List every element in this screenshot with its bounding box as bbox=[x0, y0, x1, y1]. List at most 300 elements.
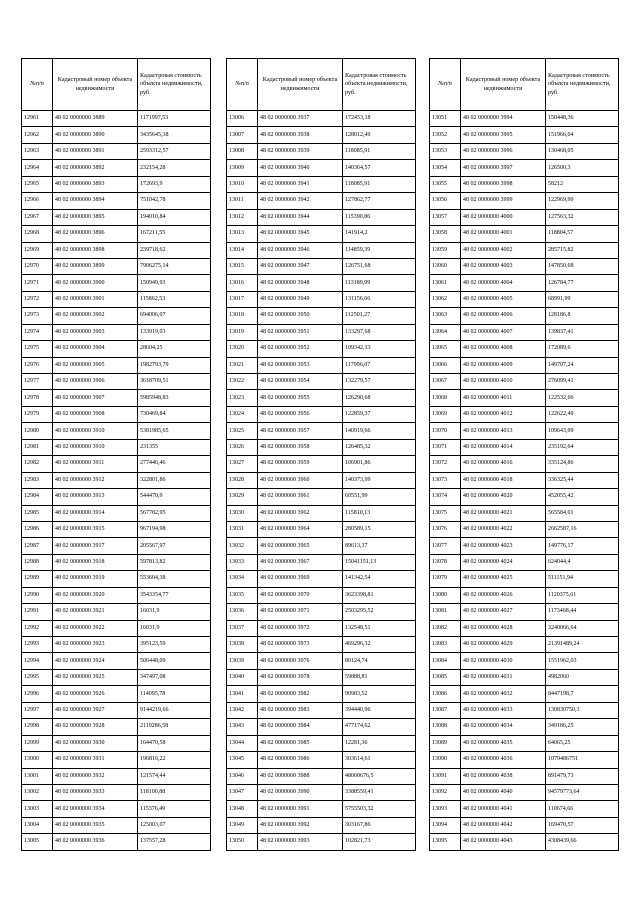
row-number: 13051 bbox=[430, 111, 461, 127]
cadastral-number: 48 02 0000000 4022 bbox=[461, 521, 546, 537]
row-number: 12981 bbox=[22, 439, 53, 455]
cadastral-cost: 167211,55 bbox=[138, 226, 211, 242]
row-number: 12994 bbox=[22, 653, 53, 669]
row-number: 13056 bbox=[430, 193, 461, 209]
table-row bbox=[227, 291, 416, 307]
cadastral-number: 48 02 0000000 3942 bbox=[258, 193, 343, 209]
cadastral-cost: 121574,44 bbox=[138, 768, 211, 784]
row-number: 12967 bbox=[22, 209, 53, 225]
cadastral-number: 48 02 0000000 3993 bbox=[258, 834, 343, 850]
row-number: 13037 bbox=[227, 620, 258, 636]
cadastral-number: 48 02 0000000 4040 bbox=[461, 784, 546, 800]
row-number: 13057 bbox=[430, 209, 461, 225]
table-row bbox=[430, 604, 619, 620]
cadastral-number: 48 02 0000000 3905 bbox=[53, 357, 138, 373]
table-row bbox=[22, 538, 211, 554]
cadastral-number: 48 02 0000000 3936 bbox=[53, 834, 138, 850]
cadastral-cost: 59888,81 bbox=[343, 669, 416, 685]
row-number: 13032 bbox=[227, 538, 258, 554]
cadastral-cost: 28604,25 bbox=[138, 341, 211, 357]
cadastral-cost: 89613,37 bbox=[343, 538, 416, 554]
cadastral-number: 48 02 0000000 3932 bbox=[53, 768, 138, 784]
cadastral-cost: 15041151,13 bbox=[343, 554, 416, 570]
row-number: 12998 bbox=[22, 719, 53, 735]
cadastral-cost: 205567,97 bbox=[138, 538, 211, 554]
cadastral-number: 48 02 0000000 4041 bbox=[461, 801, 546, 817]
table-row bbox=[430, 637, 619, 653]
table-row bbox=[227, 176, 416, 192]
cadastral-number: 48 02 0000000 3976 bbox=[258, 653, 343, 669]
cadastral-cost: 131156,66 bbox=[343, 291, 416, 307]
cadastral-cost: 511151,94 bbox=[546, 571, 619, 587]
cadastral-cost: 196816,22 bbox=[138, 752, 211, 768]
row-number: 13002 bbox=[22, 784, 53, 800]
header-cadastral-cost: Кадастровая стоимость объекта недвижимости, руб. bbox=[138, 59, 211, 111]
row-number: 12964 bbox=[22, 160, 53, 176]
table-row bbox=[227, 127, 416, 143]
cadastral-number: 48 02 0000000 3957 bbox=[258, 423, 343, 439]
cadastral-number: 48 02 0000000 3890 bbox=[53, 127, 138, 143]
table-row bbox=[227, 669, 416, 685]
cadastral-number: 48 02 0000000 3965 bbox=[258, 538, 343, 554]
cadastral-cost: 967194,98 bbox=[138, 521, 211, 537]
cadastral-cost: 126784,77 bbox=[546, 275, 619, 291]
row-number: 13011 bbox=[227, 193, 258, 209]
table-row bbox=[430, 193, 619, 209]
row-number: 13000 bbox=[22, 752, 53, 768]
row-number: 12986 bbox=[22, 521, 53, 537]
row-number: 13072 bbox=[430, 456, 461, 472]
table-row bbox=[227, 554, 416, 570]
cadastral-cost: 553604,38 bbox=[138, 571, 211, 587]
row-number: 12969 bbox=[22, 242, 53, 258]
cadastral-cost: 150949,93 bbox=[138, 275, 211, 291]
cadastral-cost: 112501,27 bbox=[343, 308, 416, 324]
row-number: 13086 bbox=[430, 686, 461, 702]
table-row bbox=[430, 308, 619, 324]
row-number: 13049 bbox=[227, 817, 258, 833]
cadastral-cost: 3388559,41 bbox=[343, 784, 416, 800]
table-row bbox=[430, 719, 619, 735]
row-number: 12980 bbox=[22, 423, 53, 439]
table-row bbox=[22, 111, 211, 127]
row-number: 12990 bbox=[22, 587, 53, 603]
row-number: 12961 bbox=[22, 111, 53, 127]
cadastral-cost: 113189,99 bbox=[343, 275, 416, 291]
row-number: 13005 bbox=[22, 834, 53, 850]
row-number: 12975 bbox=[22, 341, 53, 357]
table-row bbox=[227, 324, 416, 340]
table-row bbox=[22, 406, 211, 422]
table-row bbox=[430, 209, 619, 225]
cadastral-number: 48 02 0000000 4003 bbox=[461, 258, 546, 274]
row-number: 13081 bbox=[430, 604, 461, 620]
cadastral-cost: 3618709,51 bbox=[138, 374, 211, 390]
cadastral-number: 48 02 0000000 3925 bbox=[53, 669, 138, 685]
row-number: 13064 bbox=[430, 324, 461, 340]
cadastral-cost: 140919,66 bbox=[343, 423, 416, 439]
row-number: 13029 bbox=[227, 489, 258, 505]
table-row bbox=[22, 390, 211, 406]
row-number: 13068 bbox=[430, 390, 461, 406]
table-row bbox=[227, 686, 416, 702]
cadastral-number: 48 02 0000000 3899 bbox=[53, 258, 138, 274]
cadastral-number: 48 02 0000000 3949 bbox=[258, 291, 343, 307]
table-row bbox=[22, 817, 211, 833]
table-row bbox=[430, 571, 619, 587]
cadastral-cost: 151966,04 bbox=[546, 127, 619, 143]
row-number: 13055 bbox=[430, 176, 461, 192]
row-number: 13060 bbox=[430, 258, 461, 274]
table-row bbox=[227, 538, 416, 554]
cadastral-cost: 349186,25 bbox=[546, 719, 619, 735]
row-number: 13010 bbox=[227, 176, 258, 192]
row-number: 13023 bbox=[227, 390, 258, 406]
cadastral-number: 48 02 0000000 3891 bbox=[53, 143, 138, 159]
cadastral-cost: 2119286,58 bbox=[138, 719, 211, 735]
row-number: 13063 bbox=[430, 308, 461, 324]
table-row bbox=[22, 505, 211, 521]
row-number: 13039 bbox=[227, 653, 258, 669]
table-row bbox=[22, 456, 211, 472]
cadastral-number: 48 02 0000000 3971 bbox=[258, 604, 343, 620]
cadastral-number: 48 02 0000000 3930 bbox=[53, 735, 138, 751]
cadastral-number: 48 02 0000000 4002 bbox=[461, 242, 546, 258]
row-number: 13017 bbox=[227, 291, 258, 307]
row-number: 13053 bbox=[430, 143, 461, 159]
cadastral-cost: 128012,49 bbox=[343, 127, 416, 143]
table-row bbox=[430, 423, 619, 439]
row-number: 12978 bbox=[22, 390, 53, 406]
cadastral-cost: 21391489,24 bbox=[546, 637, 619, 653]
cadastral-number: 48 02 0000000 3904 bbox=[53, 341, 138, 357]
row-number: 13030 bbox=[227, 505, 258, 521]
cadastral-cost: 1079486751 bbox=[546, 752, 619, 768]
row-number: 12987 bbox=[22, 538, 53, 554]
table-row bbox=[430, 357, 619, 373]
cadastral-number: 48 02 0000000 3998 bbox=[461, 176, 546, 192]
cadastral-cost: 133297,68 bbox=[343, 324, 416, 340]
cadastral-cost: 347497,08 bbox=[138, 669, 211, 685]
table-row bbox=[22, 637, 211, 653]
table-row bbox=[22, 143, 211, 159]
cadastral-cost: 303614,61 bbox=[343, 752, 416, 768]
cadastral-number: 48 02 0000000 3919 bbox=[53, 571, 138, 587]
cadastral-cost: 1120375,61 bbox=[546, 587, 619, 603]
table-row bbox=[22, 489, 211, 505]
cadastral-cost: 106901,86 bbox=[343, 456, 416, 472]
cadastral-number: 48 02 0000000 4043 bbox=[461, 834, 546, 850]
row-number: 13006 bbox=[227, 111, 258, 127]
row-number: 13078 bbox=[430, 554, 461, 570]
table-row bbox=[430, 817, 619, 833]
header-num: №п/п bbox=[227, 59, 258, 111]
table-row bbox=[430, 341, 619, 357]
cadastral-number: 48 02 0000000 3931 bbox=[53, 752, 138, 768]
table-row bbox=[430, 242, 619, 258]
row-number: 13091 bbox=[430, 768, 461, 784]
row-number: 13044 bbox=[227, 735, 258, 751]
cadastral-cost: 102821,73 bbox=[343, 834, 416, 850]
table-row bbox=[227, 226, 416, 242]
table-row bbox=[430, 111, 619, 127]
cadastral-number: 48 02 0000000 4005 bbox=[461, 291, 546, 307]
table-row bbox=[227, 193, 416, 209]
row-number: 13041 bbox=[227, 686, 258, 702]
cadastral-cost: 58212 bbox=[546, 176, 619, 192]
cadastral-number: 48 02 0000000 4031 bbox=[461, 669, 546, 685]
table-row bbox=[227, 702, 416, 718]
table-row bbox=[227, 374, 416, 390]
header-row bbox=[22, 59, 211, 111]
table-row bbox=[227, 817, 416, 833]
table-row bbox=[22, 801, 211, 817]
row-number: 12973 bbox=[22, 308, 53, 324]
cadastral-cost: 3543354,77 bbox=[138, 587, 211, 603]
row-number: 13080 bbox=[430, 587, 461, 603]
table-row bbox=[227, 341, 416, 357]
cadastral-number: 48 02 0000000 3907 bbox=[53, 390, 138, 406]
table-row bbox=[22, 324, 211, 340]
cadastral-number: 48 02 0000000 4010 bbox=[461, 374, 546, 390]
header-num: №п/п bbox=[22, 59, 53, 111]
row-number: 13022 bbox=[227, 374, 258, 390]
cadastral-number: 48 02 0000000 3954 bbox=[258, 374, 343, 390]
table-row bbox=[22, 521, 211, 537]
row-number: 12965 bbox=[22, 176, 53, 192]
cadastral-number: 48 02 0000000 4001 bbox=[461, 226, 546, 242]
table-row bbox=[430, 752, 619, 768]
table-row bbox=[22, 308, 211, 324]
cadastral-cost: 1982793,79 bbox=[138, 357, 211, 373]
cadastral-cost: 395123,59 bbox=[138, 637, 211, 653]
cadastral-cost: 8447198,7 bbox=[546, 686, 619, 702]
table-row bbox=[22, 784, 211, 800]
cadastral-cost: 394440,96 bbox=[343, 702, 416, 718]
registry-table-3 bbox=[429, 58, 619, 851]
row-number: 13074 bbox=[430, 489, 461, 505]
table-row bbox=[430, 702, 619, 718]
cadastral-number: 48 02 0000000 3900 bbox=[53, 275, 138, 291]
cadastral-number: 48 02 0000000 3941 bbox=[258, 176, 343, 192]
cadastral-number: 48 02 0000000 3964 bbox=[258, 521, 343, 537]
table-row bbox=[22, 719, 211, 735]
cadastral-number: 48 02 0000000 3945 bbox=[258, 226, 343, 242]
cadastral-number: 48 02 0000000 3902 bbox=[53, 308, 138, 324]
row-number: 13042 bbox=[227, 702, 258, 718]
table-row bbox=[430, 554, 619, 570]
cadastral-number: 48 02 0000000 4024 bbox=[461, 554, 546, 570]
registry-table-2 bbox=[226, 58, 416, 851]
table-row bbox=[227, 406, 416, 422]
cadastral-cost: 335124,86 bbox=[546, 456, 619, 472]
table-row bbox=[430, 226, 619, 242]
row-number: 13077 bbox=[430, 538, 461, 554]
table-row bbox=[430, 275, 619, 291]
table-row bbox=[430, 258, 619, 274]
table-row bbox=[227, 604, 416, 620]
table-row bbox=[22, 686, 211, 702]
cadastral-number: 48 02 0000000 3898 bbox=[53, 242, 138, 258]
row-number: 13043 bbox=[227, 719, 258, 735]
row-number: 13015 bbox=[227, 258, 258, 274]
cadastral-cost: 128186,8 bbox=[546, 308, 619, 324]
table-row bbox=[430, 768, 619, 784]
table-row bbox=[22, 423, 211, 439]
cadastral-cost: 118100,88 bbox=[138, 784, 211, 800]
cadastral-number: 48 02 0000000 3961 bbox=[258, 489, 343, 505]
cadastral-number: 48 02 0000000 3947 bbox=[258, 258, 343, 274]
cadastral-cost: 1551962,03 bbox=[546, 653, 619, 669]
cadastral-cost: 115810,13 bbox=[343, 505, 416, 521]
row-number: 13028 bbox=[227, 472, 258, 488]
table-row bbox=[430, 472, 619, 488]
cadastral-cost: 122859,37 bbox=[343, 406, 416, 422]
cadastral-cost: 452055,42 bbox=[546, 489, 619, 505]
row-number: 13014 bbox=[227, 242, 258, 258]
table-row bbox=[22, 275, 211, 291]
row-number: 13079 bbox=[430, 571, 461, 587]
cadastral-number: 48 02 0000000 4034 bbox=[461, 719, 546, 735]
table-row bbox=[430, 324, 619, 340]
table-row bbox=[227, 489, 416, 505]
row-number: 13070 bbox=[430, 423, 461, 439]
cadastral-number: 48 02 0000000 3920 bbox=[53, 587, 138, 603]
cadastral-number: 48 02 0000000 3967 bbox=[258, 554, 343, 570]
cadastral-cost: 336325,44 bbox=[546, 472, 619, 488]
row-number: 13085 bbox=[430, 669, 461, 685]
cadastral-number: 48 02 0000000 3939 bbox=[258, 143, 343, 159]
cadastral-number: 48 02 0000000 3959 bbox=[258, 456, 343, 472]
row-number: 13020 bbox=[227, 341, 258, 357]
cadastral-cost: 110674,66 bbox=[546, 801, 619, 817]
cadastral-number: 48 02 0000000 3988 bbox=[258, 768, 343, 784]
cadastral-cost: 133919,03 bbox=[138, 324, 211, 340]
cadastral-number: 48 02 0000000 3926 bbox=[53, 686, 138, 702]
cadastral-number: 48 02 0000000 3938 bbox=[258, 127, 343, 143]
cadastral-number: 48 02 0000000 3951 bbox=[258, 324, 343, 340]
row-number: 13008 bbox=[227, 143, 258, 159]
table-row bbox=[227, 784, 416, 800]
cadastral-cost: 90983,52 bbox=[343, 686, 416, 702]
cadastral-number: 48 02 0000000 3978 bbox=[258, 669, 343, 685]
cadastral-number: 48 02 0000000 4036 bbox=[461, 752, 546, 768]
cadastral-number: 48 02 0000000 3921 bbox=[53, 604, 138, 620]
header-num: №п/п bbox=[430, 59, 461, 111]
table-row bbox=[22, 176, 211, 192]
cadastral-number: 48 02 0000000 4011 bbox=[461, 390, 546, 406]
cadastral-number: 48 02 0000000 3933 bbox=[53, 784, 138, 800]
cadastral-cost: 140364,57 bbox=[343, 160, 416, 176]
cadastral-cost: 122532,66 bbox=[546, 390, 619, 406]
table-row bbox=[22, 768, 211, 784]
cadastral-cost: 130468,05 bbox=[546, 143, 619, 159]
row-number: 13045 bbox=[227, 752, 258, 768]
row-number: 13084 bbox=[430, 653, 461, 669]
cadastral-number: 48 02 0000000 4009 bbox=[461, 357, 546, 373]
row-number: 12977 bbox=[22, 374, 53, 390]
table-row bbox=[430, 587, 619, 603]
row-number: 13082 bbox=[430, 620, 461, 636]
cadastral-number: 48 02 0000000 3955 bbox=[258, 390, 343, 406]
table-row bbox=[430, 160, 619, 176]
row-number: 12992 bbox=[22, 620, 53, 636]
cadastral-number: 48 02 0000000 3982 bbox=[258, 686, 343, 702]
cadastral-cost: 239718,62 bbox=[138, 242, 211, 258]
row-number: 12976 bbox=[22, 357, 53, 373]
table-row bbox=[430, 521, 619, 537]
table-row bbox=[22, 439, 211, 455]
table-body bbox=[227, 111, 416, 851]
cadastral-number: 48 02 0000000 3952 bbox=[258, 341, 343, 357]
cadastral-number: 48 02 0000000 4012 bbox=[461, 406, 546, 422]
cadastral-cost: 109342,13 bbox=[343, 341, 416, 357]
table-row bbox=[227, 439, 416, 455]
cadastral-number: 48 02 0000000 4033 bbox=[461, 702, 546, 718]
cadastral-number: 48 02 0000000 4020 bbox=[461, 489, 546, 505]
cadastral-cost: 147850,68 bbox=[546, 258, 619, 274]
cadastral-number: 48 02 0000000 3922 bbox=[53, 620, 138, 636]
cadastral-number: 48 02 0000000 3914 bbox=[53, 505, 138, 521]
table-row bbox=[22, 209, 211, 225]
cadastral-cost: 132279,57 bbox=[343, 374, 416, 390]
table-row bbox=[430, 735, 619, 751]
table-body bbox=[22, 111, 211, 851]
table-row bbox=[430, 538, 619, 554]
cadastral-cost: 126500,3 bbox=[546, 160, 619, 176]
row-number: 13025 bbox=[227, 423, 258, 439]
row-number: 12963 bbox=[22, 143, 53, 159]
cadastral-cost: 276099,41 bbox=[546, 374, 619, 390]
row-number: 13088 bbox=[430, 719, 461, 735]
cadastral-cost: 139837,41 bbox=[546, 324, 619, 340]
table-row bbox=[430, 176, 619, 192]
table-row bbox=[227, 308, 416, 324]
header-cadastral-number: Кадастровый номер объекта недвижимости bbox=[53, 59, 138, 111]
cadastral-number: 48 02 0000000 4008 bbox=[461, 341, 546, 357]
cadastral-cost: 694006,07 bbox=[138, 308, 211, 324]
cadastral-cost: 9144219,66 bbox=[138, 702, 211, 718]
cadastral-number: 48 02 0000000 3893 bbox=[53, 176, 138, 192]
cadastral-number: 48 02 0000000 3927 bbox=[53, 702, 138, 718]
cadastral-number: 48 02 0000000 3923 bbox=[53, 637, 138, 653]
cadastral-number: 48 02 0000000 4030 bbox=[461, 653, 546, 669]
cadastral-number: 48 02 0000000 3984 bbox=[258, 719, 343, 735]
cadastral-cost: 109643,99 bbox=[546, 423, 619, 439]
row-number: 12968 bbox=[22, 226, 53, 242]
table-row bbox=[430, 439, 619, 455]
cadastral-cost: 4982060 bbox=[546, 669, 619, 685]
table-body bbox=[430, 111, 619, 851]
row-number: 12979 bbox=[22, 406, 53, 422]
cadastral-number: 48 02 0000000 3969 bbox=[258, 571, 343, 587]
header-cadastral-cost: Кадастровая стоимость объекта недвижимости, руб. bbox=[546, 59, 619, 111]
cadastral-cost: 115390,86 bbox=[343, 209, 416, 225]
cadastral-cost: 126751,68 bbox=[343, 258, 416, 274]
cadastral-number: 48 02 0000000 4025 bbox=[461, 571, 546, 587]
row-number: 13083 bbox=[430, 637, 461, 653]
cadastral-number: 48 02 0000000 3940 bbox=[258, 160, 343, 176]
cadastral-cost: 115862,53 bbox=[138, 291, 211, 307]
cadastral-number: 48 02 0000000 3903 bbox=[53, 324, 138, 340]
row-number: 13073 bbox=[430, 472, 461, 488]
cadastral-number: 48 02 0000000 3918 bbox=[53, 554, 138, 570]
cadastral-cost: 7906275,14 bbox=[138, 258, 211, 274]
cadastral-cost: 169470,57 bbox=[546, 817, 619, 833]
cadastral-number: 48 02 0000000 3935 bbox=[53, 817, 138, 833]
row-number: 12983 bbox=[22, 472, 53, 488]
table-row bbox=[22, 834, 211, 850]
